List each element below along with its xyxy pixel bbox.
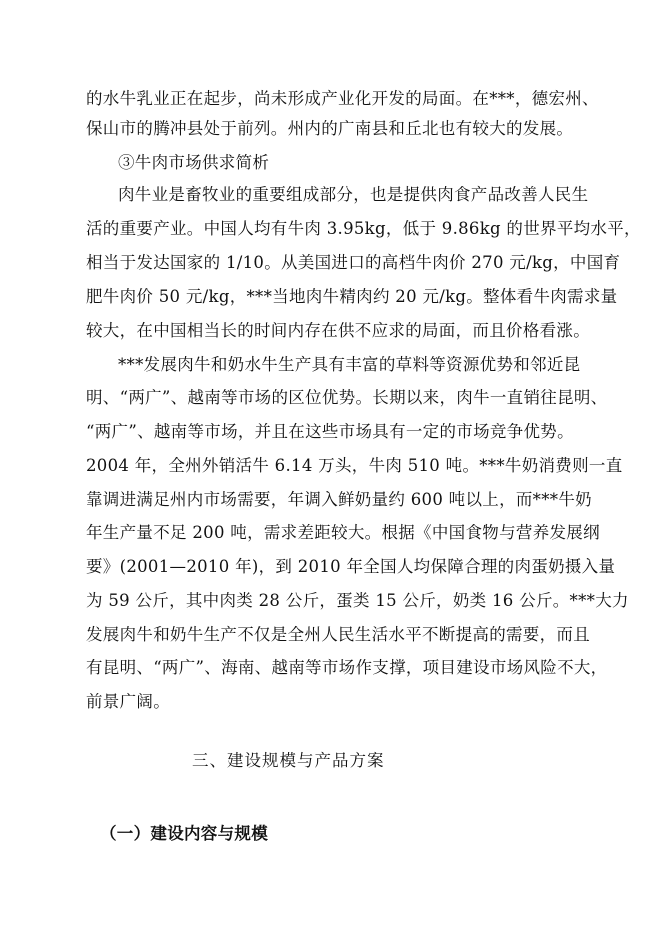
paragraph-line-5: 活的重要产业。中国人均有牛肉 3.95kg，低于 9.86kg 的世界平均水平， [86, 219, 641, 238]
paragraph-line-13: 靠调进满足州内市场需要，年调入鲜奶量约 600 吨以上，而***牛奶 [86, 490, 592, 509]
paragraph-line-11: “两广”、越南等市场，并且在这些市场具有一定的市场竞争优势。 [86, 422, 574, 441]
paragraph-line-6: 相当于发达国家的 1/10。从美国进口的高档牛肉价 270 元/kg，中国育 [86, 253, 621, 272]
paragraph-line-2: 保山市的腾冲县处于前列。州内的广南县和丘北也有较大的发展。 [86, 119, 574, 138]
paragraph-line-15: 要》(2001—2010 年)，到 2010 年全国人均保障合理的肉蛋奶摄入量 [86, 557, 616, 576]
paragraph-line-12: 2004 年，全州外销活牛 6.14 万头，牛肉 510 吨。***牛奶消费则一直 [86, 456, 623, 475]
paragraph-line-14: 年生产量不足 200 吨，需求差距较大。根据《中国食物与营养发展纲 [86, 523, 600, 542]
paragraph-line-18: 有昆明、“两广”、海南、越南等市场作支撑，项目建设市场风险不大， [86, 658, 608, 677]
subheading-beef-market: ③牛肉市场供求简析 [118, 153, 270, 172]
paragraph-line-8: 较大，在中国相当长的时间内存在供不应求的局面，而且价格看涨。 [86, 321, 590, 340]
section-heading: 三、建设规模与产品方案 [192, 751, 385, 770]
subsection-heading: （一）建设内容与规模 [100, 824, 268, 843]
paragraph-line-16: 为 59 公斤，其中肉类 28 公斤，蛋类 15 公斤，奶类 16 公斤。***大力 [86, 591, 629, 610]
paragraph-line-17: 发展肉牛和奶牛生产不仅是全州人民生活水平不断提高的需要，而且 [86, 625, 590, 644]
paragraph-line-1: 的水牛乳业正在起步，尚未形成产业化开发的局面。在***，德宏州、 [86, 89, 599, 108]
paragraph-line-19: 前景广阔。 [86, 692, 170, 711]
paragraph-line-7: 肥牛肉价 50 元/kg，***当地肉牛精肉约 20 元/kg。整体看牛肉需求量 [86, 287, 618, 306]
paragraph-line-4: 肉牛业是畜牧业的重要组成部分，也是提供肉食产品改善人民生 [118, 185, 589, 204]
paragraph-line-10: 明、“两广”、越南等市场的区位优势。长期以来，肉牛一直销往昆明、 [86, 388, 608, 407]
paragraph-line-9: ***发展肉牛和奶水牛生产具有丰富的草料等资源优势和邻近昆 [118, 355, 581, 374]
